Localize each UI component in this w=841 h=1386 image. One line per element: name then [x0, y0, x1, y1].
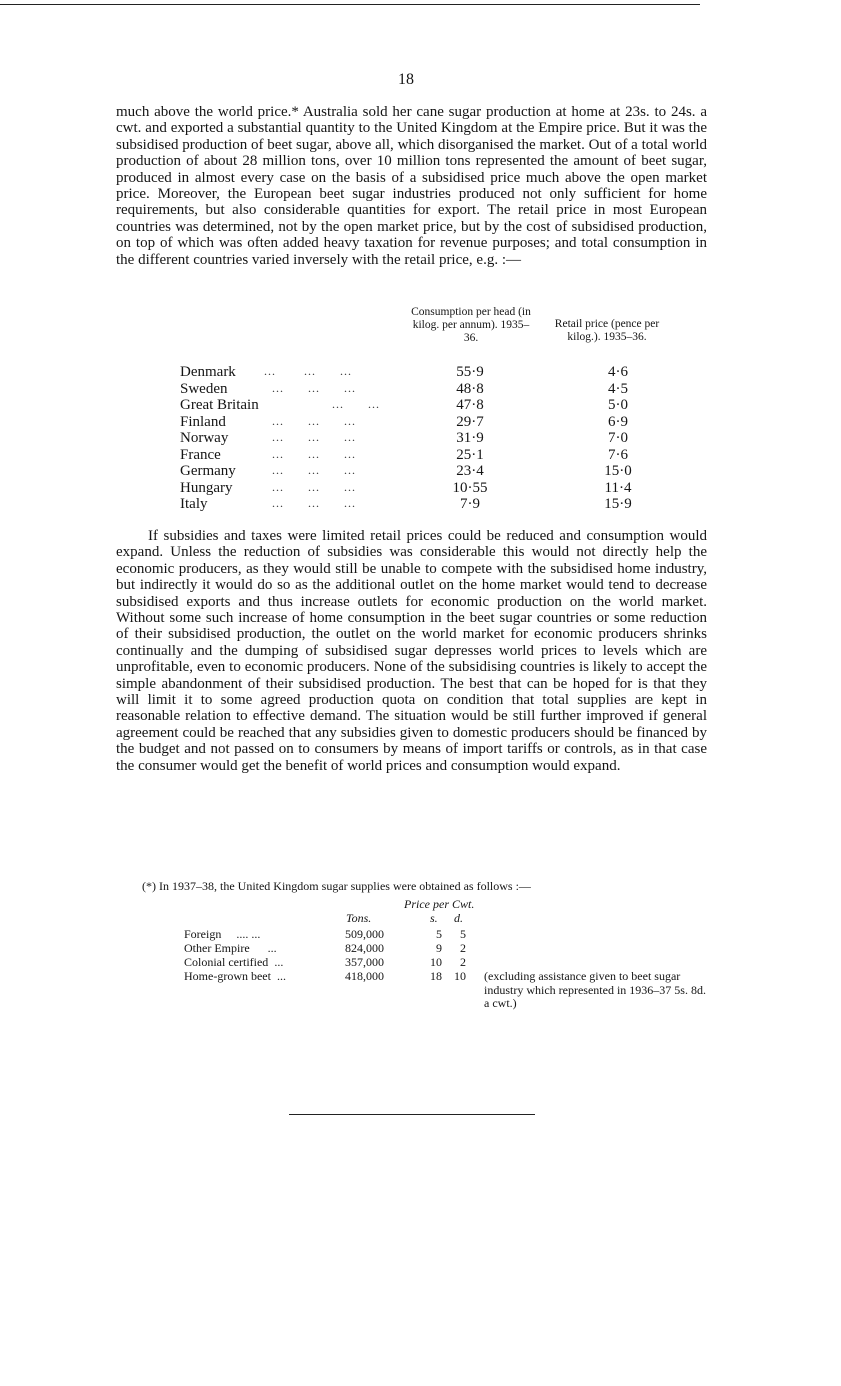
supply-tons: 357,000 — [345, 955, 384, 969]
footnote-tons-header: Tons. — [346, 911, 372, 925]
top-rule — [0, 4, 700, 5]
footnote-pence-header: d. — [454, 911, 463, 925]
supply-pence: 10 — [454, 969, 466, 983]
consumption-value: 7·9 — [460, 496, 480, 512]
footnote-row — [184, 969, 714, 1010]
leader-dots: ... ... ... — [264, 430, 356, 444]
footnote-row — [184, 942, 714, 956]
leader-dots: ... ... ... — [264, 364, 352, 378]
price-value: 4·6 — [608, 364, 628, 380]
table-row — [180, 496, 700, 513]
paragraph-1: much above the world price.* Australia sold her cane sugar production at home at 23s. to 24s. a cwt. and exported a substantial quantity to the United Kingdom at the Empire price. But it was the subsidised production of beet sugar, above all, which disorganised the market. Out of a total world production of about 28 million tons, over 10 million tons represented the amount of beet sugar, produced in almost every case on the basis of a subsidised price much above the open market price. Moreover, the European beet sugar industries produced not only sufficient for home requirements, but also considerable quantities for export. The retail price in most European countries was determined, not by the open market price, but by the cost of subsidised production, on top of which was often added heavy taxation for revenue purposes; and total consumption in the different countries varied inversely with the retail price, e.g. :— — [116, 104, 707, 268]
price-value: 4·5 — [608, 381, 628, 397]
supply-source: Other Empire ... — [184, 941, 277, 955]
leader-dots: ... ... ... — [264, 381, 356, 395]
consumption-value: 10·55 — [452, 480, 488, 496]
supply-source: Foreign .... ... — [184, 927, 261, 941]
leader-dots: ... ... ... — [264, 463, 356, 477]
footnote-price-header: Price per Cwt. — [404, 897, 475, 911]
leader-dots: ... ... ... — [264, 447, 356, 461]
table-row — [180, 364, 700, 381]
leader-dots: ... ... ... — [264, 480, 356, 494]
country-name: Norway — [180, 430, 229, 446]
consumption-value: 48·8 — [456, 381, 484, 397]
supply-shillings: 18 — [430, 969, 442, 983]
country-name: Germany — [180, 463, 236, 479]
price-value: 6·9 — [608, 414, 628, 430]
consumption-value: 25·1 — [456, 447, 484, 463]
table-row — [180, 480, 700, 497]
country-name: Finland — [180, 414, 226, 430]
table-row — [180, 463, 700, 480]
price-value: 15·9 — [604, 496, 632, 512]
supply-source: Colonial certified ... — [184, 955, 284, 969]
consumption-value: 31·9 — [456, 430, 484, 446]
consumption-value: 55·9 — [456, 364, 484, 380]
supply-source: Home-grown beet ... — [184, 969, 286, 983]
bottom-rule — [289, 1114, 535, 1115]
table-row — [180, 447, 700, 464]
consumption-value: 29·7 — [456, 414, 484, 430]
price-value: 7·0 — [608, 430, 628, 446]
table-row — [180, 430, 700, 447]
price-value: 5·0 — [608, 397, 628, 413]
supply-pence: 2 — [460, 941, 466, 955]
table-row — [180, 381, 700, 398]
footnote-row — [184, 956, 714, 970]
price-value: 15·0 — [604, 463, 632, 479]
supply-tons: 509,000 — [345, 927, 384, 941]
country-name: Sweden — [180, 381, 228, 397]
supply-shillings: 9 — [436, 941, 442, 955]
country-name: Hungary — [180, 480, 233, 496]
supply-tons: 418,000 — [345, 969, 384, 983]
supply-shillings: 5 — [436, 927, 442, 941]
country-name: Italy — [180, 496, 208, 512]
footnote-shillings-header: s. — [430, 911, 438, 925]
table-row — [180, 397, 700, 414]
footnote-row — [184, 928, 714, 942]
consumption-value: 47·8 — [456, 397, 484, 413]
leader-dots: ... ... ... — [264, 496, 356, 510]
leader-dots: ... ... — [264, 397, 380, 411]
supply-note: (excluding assistance given to beet sugar industry which represented in 1936–37 5s. 8d. a cwt.) — [484, 969, 706, 1010]
supply-pence: 2 — [460, 955, 466, 969]
price-value: 11·4 — [604, 480, 632, 496]
paragraph-2: If subsidies and taxes were limited retail prices could be reduced and consumption would expand. Unless the reduction of subsidies was considerable this would not directly help the economic producers, as they would still be unable to compete with the subsidised home industry, but indirectly it would do so as the additional outlet on the home market would tend to decrease subsidised exports and thus increase outlets for economic production on the world market. Without some such increase of home consumption in the beet sugar countries or some reduction of their subsidised production, the outlet on the world market for economic producers shrinks continually and the dumping of subsidised sugar depresses world prices to levels which are unprofitable, even to economic producers. None of the subsidising countries is likely to accept the simple abandonment of their subsidised production. The best that can be hoped for is that they will limit it to some agreed production quota on condition that total supplies are kept in reasonable relation to effective demand. The situation would be still further improved if general agreement could be reached that any subsidies given to domestic producers should be financed by the budget and not passed on to consumers by means of import tariffs or controls, as in that case the consumer would get the benefit of world prices and consumption would expand. — [116, 528, 707, 774]
table-row — [180, 414, 700, 431]
consumption-value: 23·4 — [456, 463, 484, 479]
footnote-intro: (*) In 1937–38, the United Kingdom sugar supplies were obtained as follows :— — [142, 879, 531, 893]
supply-pence: 5 — [460, 927, 466, 941]
header-consumption: Consumption per head (in kilog. per annum). 1935–36. — [411, 306, 531, 344]
leader-dots: ... ... ... — [264, 414, 356, 428]
page-number: 18 — [398, 71, 414, 88]
supply-tons: 824,000 — [345, 941, 384, 955]
header-retail-price: Retail price (pence per kilog.). 1935–36. — [554, 318, 660, 343]
country-name: Denmark — [180, 364, 236, 380]
country-name: Great Britain — [180, 397, 259, 413]
supply-shillings: 10 — [430, 955, 442, 969]
country-name: France — [180, 447, 221, 463]
price-value: 7·6 — [608, 447, 628, 463]
